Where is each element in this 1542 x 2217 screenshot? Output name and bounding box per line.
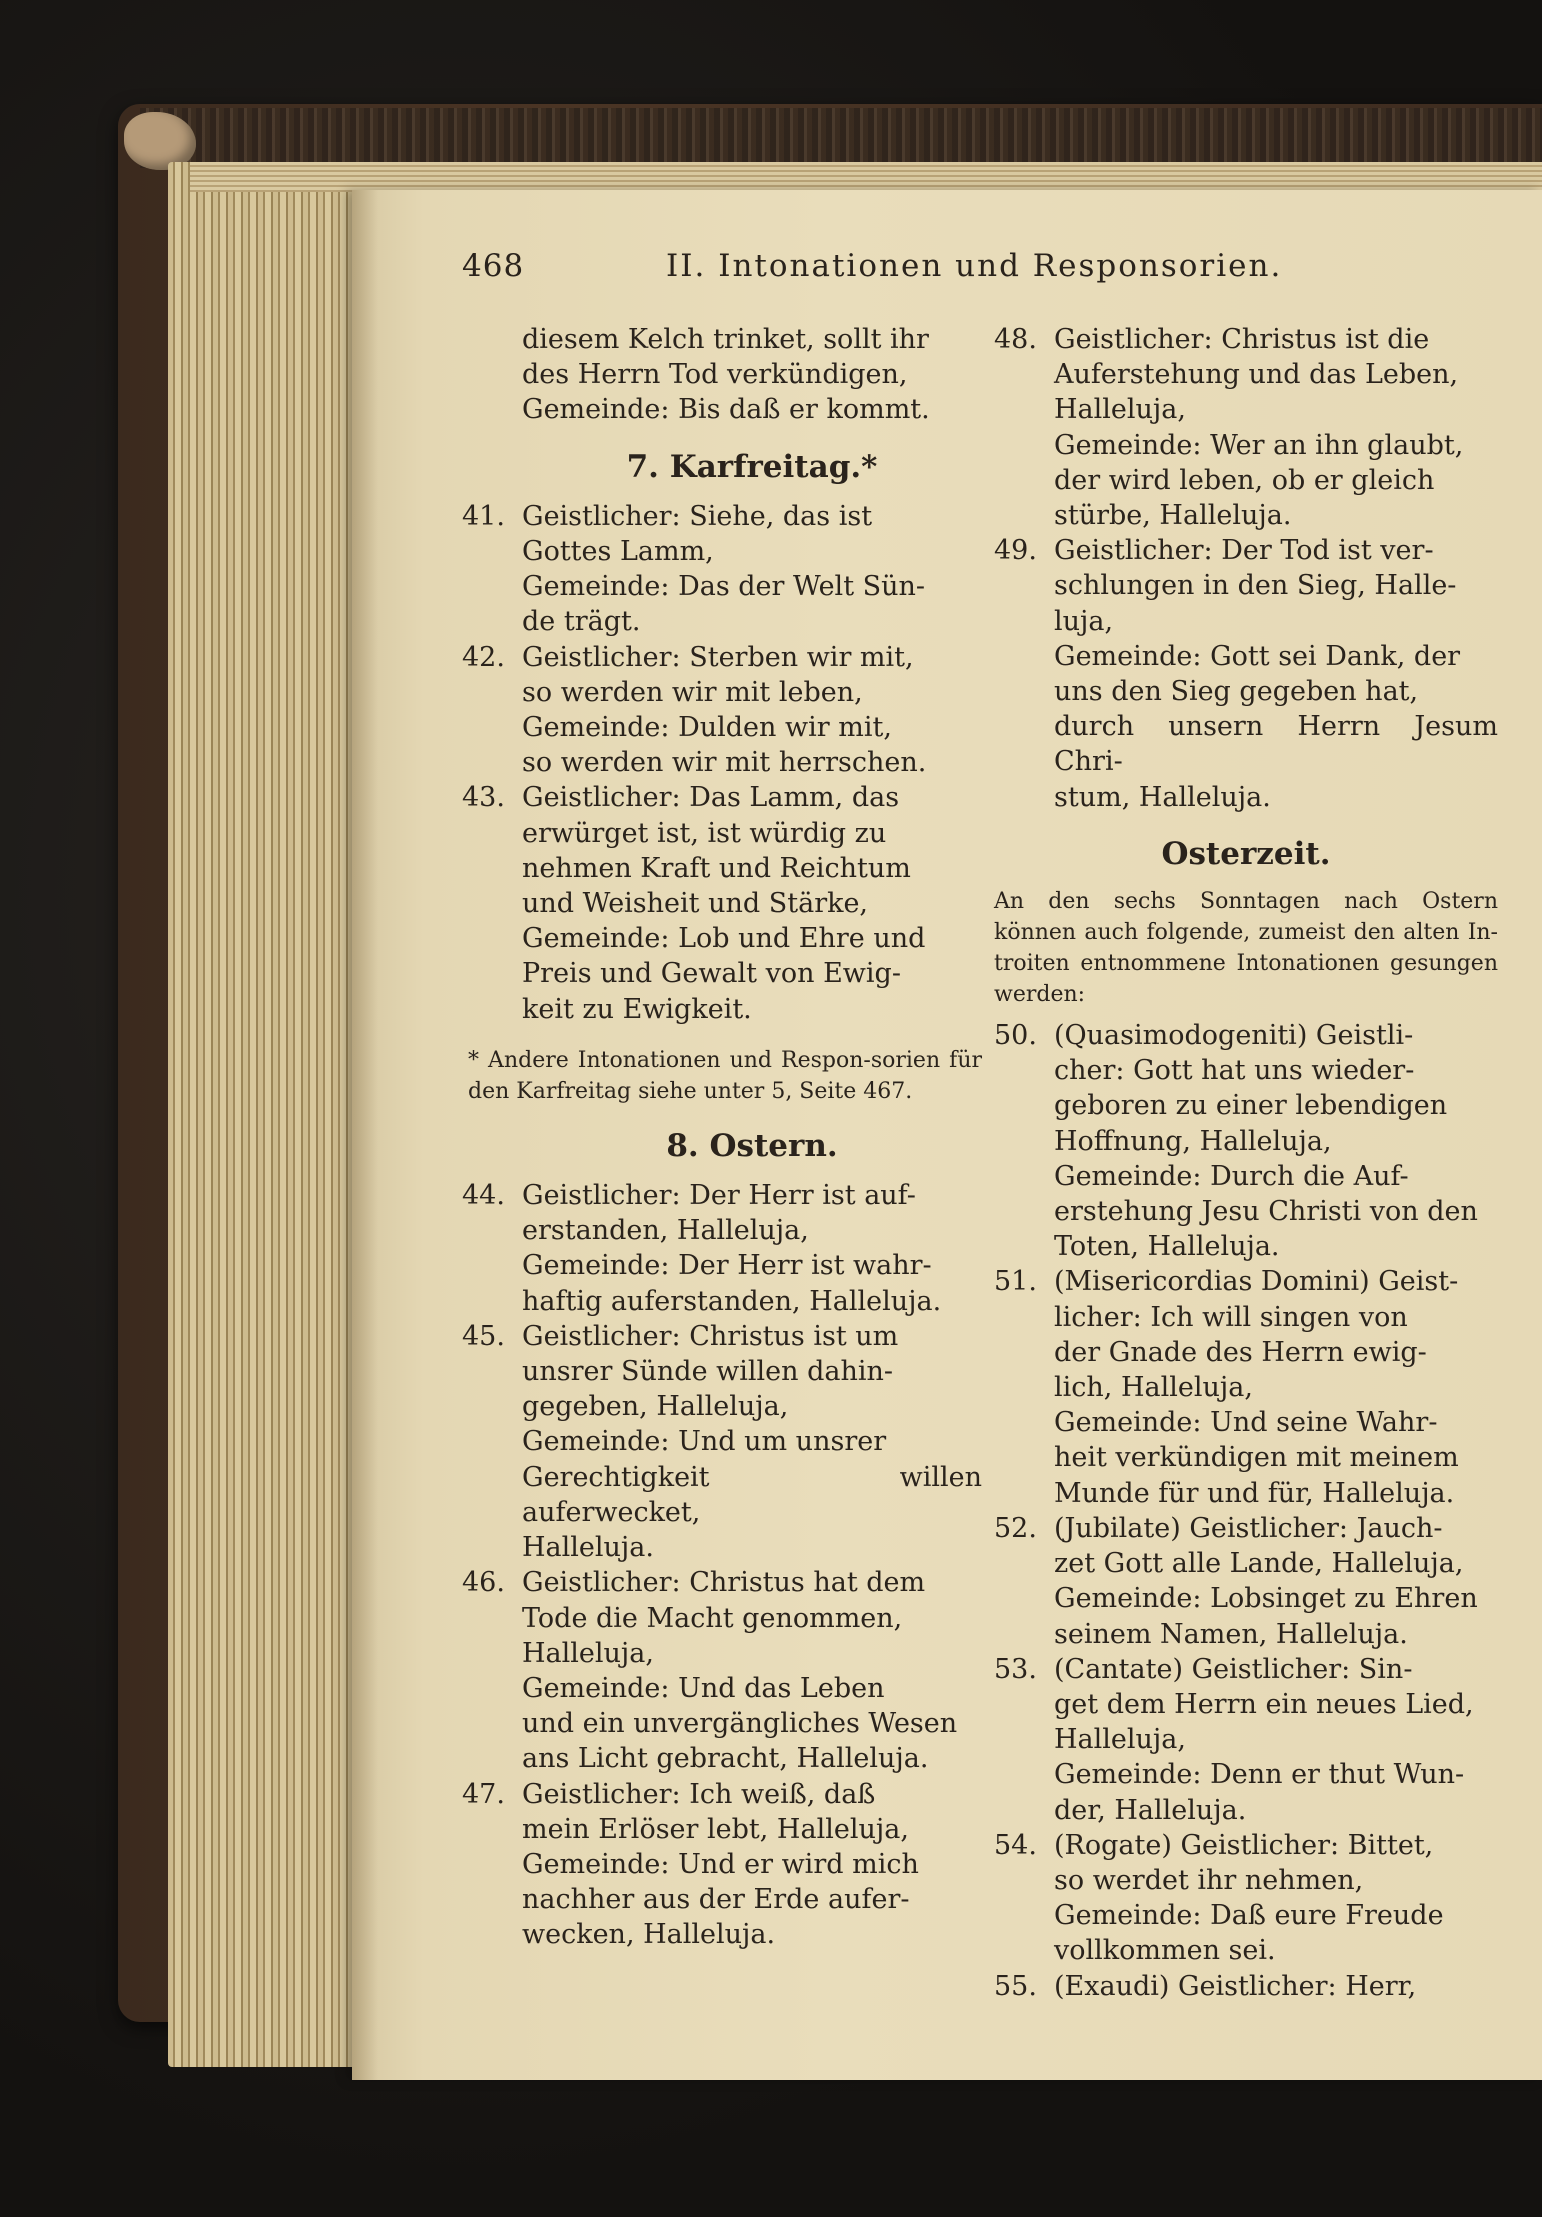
entry-number: 49. bbox=[994, 535, 1037, 567]
entry-number: 43. bbox=[462, 782, 505, 814]
text-line: Gemeinde: Und das Leben bbox=[522, 1672, 885, 1704]
text-line: Halleluja, bbox=[1054, 1724, 1186, 1756]
text-line: luja, bbox=[1054, 605, 1114, 637]
text-line: (Exaudi) Geistlicher: Herr, bbox=[1054, 1970, 1417, 2002]
entry-number: 44. bbox=[462, 1180, 505, 1212]
entry-number: 47. bbox=[462, 1778, 505, 1810]
text-line: vollkommen sei. bbox=[1054, 1935, 1276, 1967]
text-line: Gemeinde: Denn er thut Wun- bbox=[1054, 1759, 1465, 1791]
entry-number: 42. bbox=[462, 641, 505, 673]
text-line: (Jubilate) Geistlicher: Jauch- bbox=[1054, 1512, 1443, 1544]
entry-number: 46. bbox=[462, 1567, 505, 1599]
text-line: zet Gott alle Lande, Halleluja, bbox=[1054, 1548, 1464, 1580]
page-edges bbox=[168, 162, 368, 2067]
text-line: Geistlicher: Ich weiß, daß bbox=[522, 1778, 876, 1810]
responsory-55 bbox=[994, 1969, 1498, 2004]
text-line: Geistlicher: Christus ist die bbox=[1054, 324, 1430, 355]
text-line: Geistlicher: Sterben wir mit, bbox=[522, 641, 914, 673]
text-line: Gemeinde: Lobsinget zu Ehren bbox=[1054, 1583, 1478, 1615]
text-line: Halleluja, bbox=[1054, 394, 1186, 426]
text-line: uns den Sieg gegeben hat, bbox=[1054, 676, 1419, 708]
text-line: Gerechtigkeit willen auferwecket, bbox=[522, 1461, 982, 1528]
entry-number: 50. bbox=[994, 1020, 1037, 1052]
responsory-42 bbox=[462, 640, 982, 781]
entry-number: 54. bbox=[994, 1829, 1037, 1861]
right-column bbox=[994, 322, 1498, 2004]
text-line: Gemeinde: Gott sei Dank, der bbox=[1054, 640, 1461, 672]
text-line: wecken, Halleluja. bbox=[522, 1919, 776, 1951]
responsory-52 bbox=[994, 1511, 1498, 1652]
text-line: Gemeinde: Dulden wir mit, bbox=[522, 712, 892, 744]
text-line: (Cantate) Geistlicher: Sin- bbox=[1054, 1653, 1413, 1685]
text-line: seinem Namen, Halleluja. bbox=[1054, 1618, 1408, 1650]
page-number: 468 bbox=[462, 248, 525, 284]
entry-number: 55. bbox=[994, 1970, 1037, 2002]
text-line: Gemeinde: Und er wird mich bbox=[522, 1848, 919, 1880]
text-line: der wird leben, ob er gleich bbox=[1054, 464, 1435, 496]
responsory-54 bbox=[994, 1828, 1498, 1969]
responsory-43 bbox=[462, 780, 982, 1026]
responsory-48 bbox=[994, 322, 1498, 533]
entry-number: 41. bbox=[462, 500, 505, 532]
text-line: der, Halleluja. bbox=[1054, 1794, 1247, 1826]
footnote: * Andere Intonationen und Respon-sorien für den Karfreitag siehe unter 5, Seite 467. bbox=[468, 1047, 982, 1104]
left-column bbox=[462, 322, 982, 1953]
text-line: Tode die Macht genommen, bbox=[522, 1602, 903, 1634]
text-line: Gemeinde: Durch die Auf- bbox=[1054, 1160, 1409, 1192]
text-line: und Weisheit und Stärke, bbox=[522, 888, 869, 920]
text-line: de trägt. bbox=[522, 606, 641, 638]
text-line: Gemeinde: Daß eure Freude bbox=[1054, 1900, 1444, 1932]
text-line: so werden wir mit leben, bbox=[522, 676, 863, 708]
text-line: lich, Halleluja, bbox=[1054, 1372, 1253, 1404]
book-spine-top bbox=[140, 108, 1542, 168]
text-line: Gemeinde: Und um unsrer bbox=[522, 1426, 887, 1458]
text-line: Gottes Lamm, bbox=[522, 536, 714, 568]
text-line: Preis und Gewalt von Ewig- bbox=[522, 958, 901, 990]
text-line: Toten, Halleluja. bbox=[1054, 1231, 1280, 1263]
text-line: schlungen in den Sieg, Halle- bbox=[1054, 570, 1457, 602]
text-line: nehmen Kraft und Reichtum bbox=[522, 852, 911, 884]
responsory-47 bbox=[462, 1777, 982, 1953]
text-line: heit verkündigen mit meinem bbox=[1054, 1442, 1459, 1474]
text-line: so werden wir mit herrschen. bbox=[522, 747, 927, 779]
text-line: so werdet ihr nehmen, bbox=[1054, 1864, 1364, 1896]
responsory-49 bbox=[994, 533, 1498, 815]
text-line: und ein unvergängliches Wesen bbox=[522, 1708, 958, 1740]
text-line: stürbe, Halleluja. bbox=[1054, 500, 1292, 532]
entry-number: 48. bbox=[994, 324, 1037, 355]
page-title: II. Intonationen und Responsorien. bbox=[666, 248, 1283, 284]
text-line: Gemeinde: Wer an ihn glaubt, bbox=[1054, 429, 1464, 461]
text-line: Geistlicher: Der Tod ist ver- bbox=[1054, 535, 1434, 567]
text-line: mein Erlöser lebt, Halleluja, bbox=[522, 1813, 909, 1845]
text-line: Munde für und für, Halleluja. bbox=[1054, 1477, 1455, 1509]
text-line: Gemeinde: Lob und Ehre und bbox=[522, 923, 926, 955]
text-line: (Misericordias Domini) Geist- bbox=[1054, 1266, 1459, 1298]
text-line: keit zu Ewigkeit. bbox=[522, 993, 752, 1025]
entry-number: 52. bbox=[994, 1512, 1037, 1544]
section-heading-osterzeit: Osterzeit. bbox=[1161, 835, 1331, 872]
text-line: cher: Gott hat uns wieder- bbox=[1054, 1055, 1415, 1087]
text-line: haftig auferstanden, Halleluja. bbox=[522, 1285, 942, 1317]
responsory-46 bbox=[462, 1565, 982, 1776]
responsory-45 bbox=[462, 1319, 982, 1565]
text-line: Geistlicher: Christus hat dem bbox=[522, 1567, 926, 1599]
text-line: stum, Halleluja. bbox=[1054, 781, 1271, 813]
entry-number: 45. bbox=[462, 1320, 505, 1352]
text-line: (Quasimodogeniti) Geistli- bbox=[1054, 1020, 1414, 1052]
text-line: Gemeinde: Und seine Wahr- bbox=[1054, 1407, 1438, 1439]
text-line: Hoffnung, Halleluja, bbox=[1054, 1125, 1332, 1157]
text-line: gegeben, Halleluja, bbox=[522, 1391, 789, 1423]
text-line: diesem Kelch trinket, sollt ihr bbox=[522, 324, 929, 355]
text-line: Geistlicher: Christus ist um bbox=[522, 1320, 899, 1352]
text-line: durch unsern Herrn Jesum Chri- bbox=[1054, 711, 1498, 778]
responsory-41 bbox=[462, 499, 982, 640]
text-line: licher: Ich will singen von bbox=[1054, 1301, 1408, 1333]
text-line: unsrer Sünde willen dahin- bbox=[522, 1356, 894, 1388]
text-line: erstehung Jesu Christi von den bbox=[1054, 1196, 1478, 1228]
text-line: Auferstehung und das Leben, bbox=[1054, 359, 1459, 391]
responsory-51 bbox=[994, 1264, 1498, 1510]
responsory-44 bbox=[462, 1178, 982, 1319]
text-line: Halleluja, bbox=[522, 1637, 654, 1669]
text-line: Gemeinde: Der Herr ist wahr- bbox=[522, 1250, 932, 1282]
text-line: nachher aus der Erde aufer- bbox=[522, 1884, 910, 1916]
section-heading-karfreitag: 7. Karfreitag.* bbox=[626, 448, 878, 485]
running-head bbox=[462, 248, 1512, 288]
entry-number: 51. bbox=[994, 1266, 1037, 1298]
text-line: (Rogate) Geistlicher: Bittet, bbox=[1054, 1829, 1434, 1861]
text-line: ans Licht gebracht, Halleluja. bbox=[522, 1743, 929, 1775]
text-line: der Gnade des Herrn ewig- bbox=[1054, 1336, 1427, 1368]
text-line: Gemeinde: Das der Welt Sün- bbox=[522, 571, 926, 603]
text-line: get dem Herrn ein neues Lied, bbox=[1054, 1688, 1474, 1720]
text-line: erstanden, Halleluja, bbox=[522, 1215, 809, 1247]
text-line: des Herrn Tod verkündigen, bbox=[522, 359, 908, 391]
text-line: erwürget ist, ist würdig zu bbox=[522, 817, 887, 849]
text-line: Geistlicher: Das Lamm, das bbox=[522, 782, 900, 814]
responsory-53 bbox=[994, 1652, 1498, 1828]
section-heading-ostern: 8. Ostern. bbox=[666, 1127, 838, 1164]
text-line: Halleluja. bbox=[522, 1532, 654, 1564]
intro-note: An den sechs Sonntagen nach Ostern können auch folgende, zumeist den alten In-troiten entnommene Intonationen gesungen werden: bbox=[994, 889, 1498, 1008]
entry-number: 53. bbox=[994, 1653, 1037, 1685]
responsory-50 bbox=[994, 1018, 1498, 1264]
text-line: Geistlicher: Der Herr ist auf- bbox=[522, 1180, 916, 1212]
text-line: Geistlicher: Siehe, das ist bbox=[522, 500, 873, 532]
text-line: geboren zu einer lebendigen bbox=[1054, 1090, 1448, 1122]
text-line: Gemeinde: Bis daß er kommt. bbox=[522, 394, 930, 426]
page-top-edge bbox=[190, 162, 1542, 192]
